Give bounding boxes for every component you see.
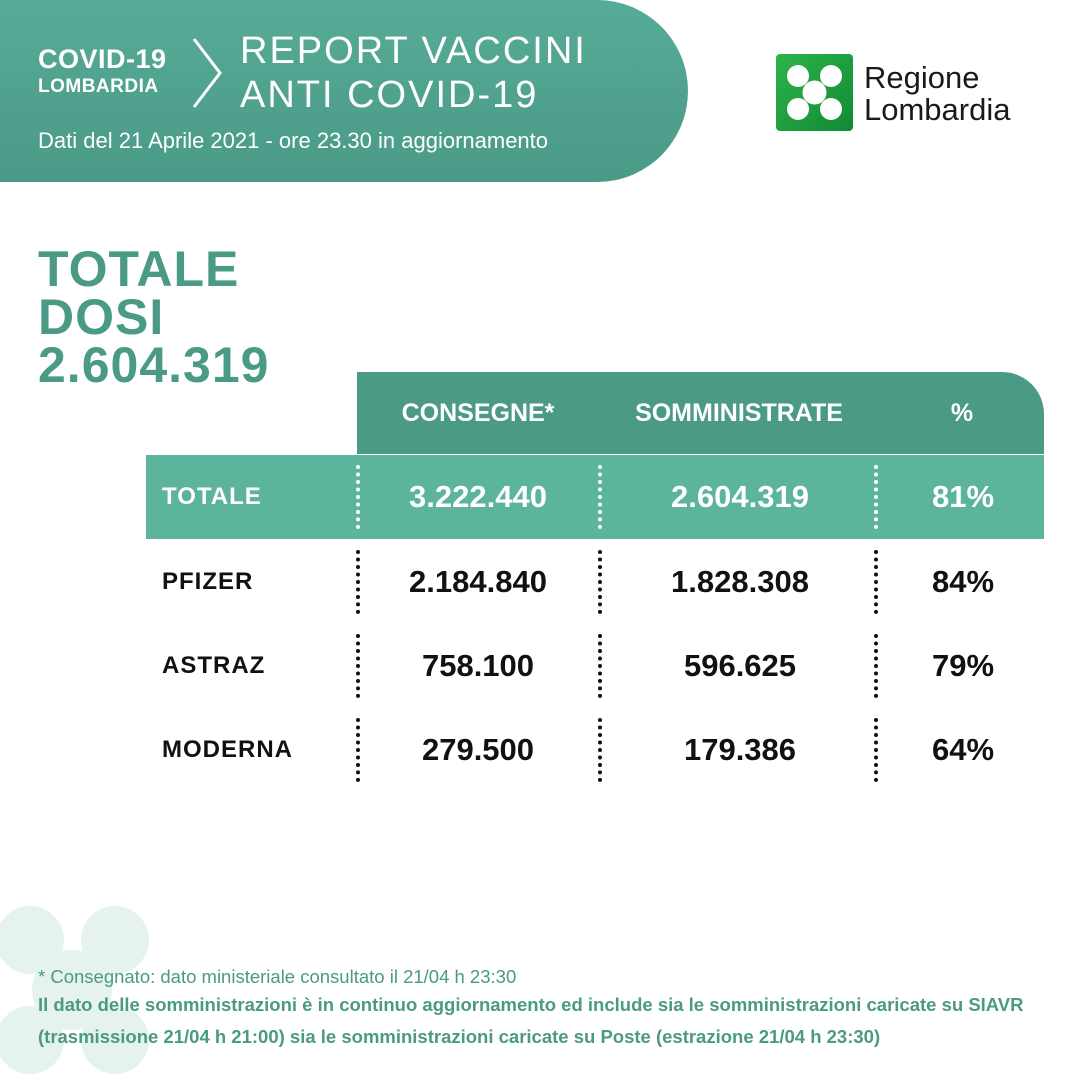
decorative-rose-watermark bbox=[0, 900, 170, 1080]
header-consegne: CONSEGNE* bbox=[401, 399, 555, 427]
report-title-line2: ANTI COVID-19 bbox=[240, 74, 539, 116]
cell-somministrate: 2.604.319 bbox=[671, 479, 809, 514]
total-doses-label-line1: TOTALE bbox=[38, 241, 240, 297]
cell-somministrate: 179.386 bbox=[683, 732, 797, 767]
logo-text-line1: Regione bbox=[864, 60, 980, 95]
cell-percent: 79% bbox=[931, 648, 995, 683]
report-title-line1: REPORT VACCINI bbox=[240, 30, 587, 72]
cell-consegne: 758.100 bbox=[421, 648, 535, 683]
cell-consegne: 2.184.840 bbox=[409, 564, 547, 599]
header-banner bbox=[0, 0, 688, 182]
report-date: Dati del 21 Aprile 2021 - ore 23.30 in aggiornamento bbox=[38, 128, 549, 153]
logo-text-line2: Lombardia bbox=[864, 92, 1011, 127]
cell-percent: 81% bbox=[931, 479, 995, 514]
dotted-divider bbox=[874, 465, 878, 529]
brand-subtitle: LOMBARDIA bbox=[38, 76, 159, 97]
row-label: TOTALE bbox=[162, 483, 262, 510]
dotted-divider bbox=[874, 550, 878, 614]
header-percent: % bbox=[950, 399, 974, 427]
cell-percent: 64% bbox=[931, 732, 995, 767]
table-row bbox=[146, 624, 1044, 708]
total-doses-value: 2.604.319 bbox=[38, 337, 270, 393]
footnote-line2: Il dato delle somministrazioni è in continuo aggiornamento ed include sia le somministrazioni caricate su SIAVR bbox=[38, 994, 1024, 1015]
cell-somministrate: 596.625 bbox=[683, 648, 797, 683]
footnote-line1: * Consegnato: dato ministeriale consultato il 21/04 h 23:30 bbox=[38, 966, 517, 987]
row-label: MODERNA bbox=[162, 736, 293, 763]
table-header bbox=[357, 372, 1044, 454]
table-row bbox=[146, 540, 1044, 624]
total-doses-label-line2: DOSI bbox=[38, 289, 165, 345]
cell-consegne: 279.500 bbox=[421, 732, 535, 767]
row-label: PFIZER bbox=[162, 568, 254, 595]
footnote-line3: (trasmissione 21/04 h 21:00) sia le somministrazioni caricate su Poste (estrazione 21/04 h 23:30) bbox=[38, 1026, 881, 1047]
chevron-right-icon bbox=[190, 36, 224, 110]
cell-consegne: 3.222.440 bbox=[409, 479, 547, 514]
cell-somministrate: 1.828.308 bbox=[671, 564, 809, 599]
table-row bbox=[146, 708, 1044, 792]
cell-percent: 84% bbox=[931, 564, 995, 599]
lombardy-rose-icon bbox=[776, 54, 853, 131]
dotted-divider bbox=[874, 634, 878, 698]
table-row-total bbox=[146, 455, 1044, 539]
dotted-divider bbox=[874, 718, 878, 782]
brand-title: COVID-19 bbox=[38, 44, 167, 74]
row-label: ASTRAZ bbox=[162, 652, 266, 679]
header-somministrate: SOMMINISTRATE bbox=[635, 399, 843, 427]
